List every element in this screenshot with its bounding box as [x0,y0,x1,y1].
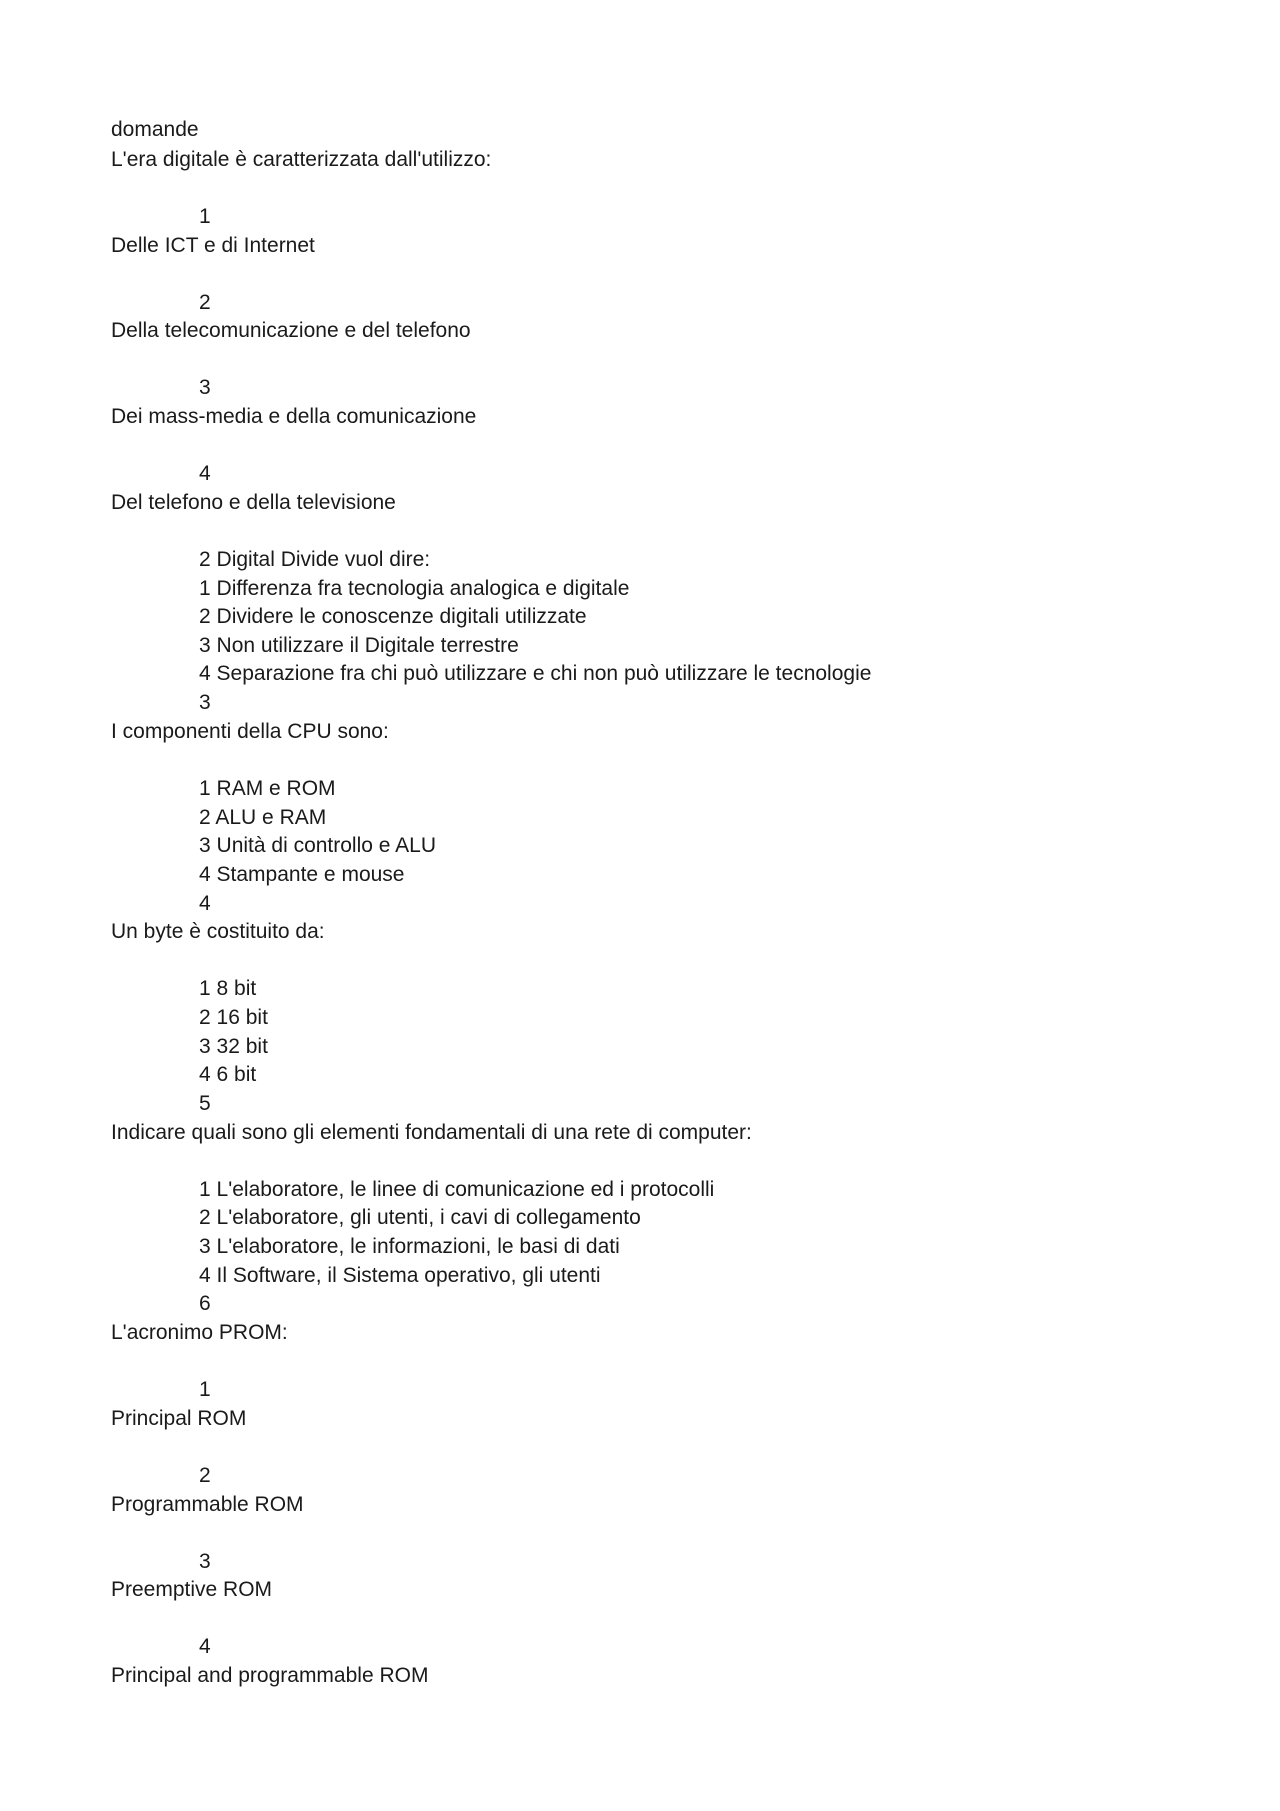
q6-option-2-number: 2 [199,1464,211,1487]
q3-option-1-text: RAM e ROM [216,777,336,800]
q2-option-1-text: Differenza fra tecnologia analogica e digitale [216,577,630,600]
q5-option-3-number: 3 [199,1235,211,1258]
q4-option-1 [199,976,256,1002]
document-header: domande [111,118,199,141]
q2-option-4-number: 4 [199,662,211,685]
question-4-text: Un byte è costituito da: [111,920,325,943]
q4-option-2-number: 2 [199,1006,211,1029]
q4-option-3 [199,1034,268,1060]
q3-option-2 [199,805,326,831]
q3-option-2-text: ALU e RAM [215,806,327,829]
question-3-number: 3 [199,691,211,714]
q1-option-2-number: 2 [199,291,211,314]
q3-option-1 [199,776,336,802]
q5-option-3 [199,1234,620,1260]
q4-option-4-number: 4 [199,1063,211,1086]
question-1-text: L'era digitale è caratterizzata dall'utilizzo: [111,148,492,171]
q5-option-1 [199,1177,714,1203]
q5-option-4-number: 4 [199,1264,211,1287]
q2-option-4 [199,661,871,687]
q5-option-3-text: L'elaboratore, le informazioni, le basi di dati [216,1235,620,1258]
q6-option-1-number: 1 [199,1378,211,1401]
question-2-text: Digital Divide vuol dire: [216,548,431,571]
question-5-text: Indicare quali sono gli elementi fondamentali di una rete di computer: [111,1121,752,1144]
question-6-text: L'acronimo PROM: [111,1321,288,1344]
q3-option-3 [199,833,436,859]
question-3-text: I componenti della CPU sono: [111,720,389,743]
q2-option-3-text: Non utilizzare il Digitale terrestre [216,634,519,657]
q3-option-2-number: 2 [199,806,211,829]
q4-option-3-text: 32 bit [216,1035,268,1058]
question-5-number: 5 [199,1092,211,1115]
q6-option-1-text: Principal ROM [111,1407,247,1430]
question-2-row [199,547,430,573]
q5-option-1-text: L'elaboratore, le linee di comunicazione ed i protocolli [216,1178,715,1201]
q3-option-4-number: 4 [199,863,211,886]
q3-option-4-text: Stampante e mouse [216,863,405,886]
q3-option-3-number: 3 [199,834,211,857]
q6-option-2-text: Programmable ROM [111,1493,304,1516]
q6-option-3-number: 3 [199,1550,211,1573]
q1-option-4-number: 4 [199,462,211,485]
q1-option-4-text: Del telefono e della televisione [111,491,396,514]
question-6-number: 6 [199,1292,211,1315]
q2-option-1-number: 1 [199,577,211,600]
q5-option-2 [199,1205,641,1231]
q4-option-2 [199,1005,268,1031]
q2-option-2 [199,604,587,630]
q4-option-4-text: 6 bit [216,1063,257,1086]
q5-option-4-text: Il Software, il Sistema operativo, gli utenti [216,1264,601,1287]
q5-option-2-number: 2 [199,1206,211,1229]
q4-option-1-number: 1 [199,977,211,1000]
q2-option-3-number: 3 [199,634,211,657]
q6-option-3-text: Preemptive ROM [111,1578,273,1601]
q1-option-1-text: Delle ICT e di Internet [111,234,315,257]
q6-option-4-number: 4 [199,1635,211,1658]
q4-option-2-text: 16 bit [216,1006,268,1029]
q3-option-4 [199,862,404,888]
q2-option-3 [199,633,519,659]
question-2-number: 2 [199,548,211,571]
q4-option-1-text: 8 bit [216,977,257,1000]
q1-option-3-text: Dei mass-media e della comunicazione [111,405,477,428]
q3-option-1-number: 1 [199,777,211,800]
q1-option-1-number: 1 [199,205,211,228]
q2-option-2-text: Dividere le conoscenze digitali utilizzate [216,605,587,628]
q1-option-3-number: 3 [199,376,211,399]
q2-option-2-number: 2 [199,605,211,628]
question-4-number: 4 [199,892,211,915]
q6-option-4-text: Principal and programmable ROM [111,1664,429,1687]
q5-option-1-number: 1 [199,1178,211,1201]
q2-option-1 [199,576,629,602]
q5-option-2-text: L'elaboratore, gli utenti, i cavi di collegamento [216,1206,641,1229]
q4-option-3-number: 3 [199,1035,211,1058]
q4-option-4 [199,1062,256,1088]
q1-option-2-text: Della telecomunicazione e del telefono [111,319,471,342]
q3-option-3-text: Unità di controllo e ALU [216,834,436,857]
q5-option-4 [199,1263,601,1289]
q2-option-4-text: Separazione fra chi può utilizzare e chi non può utilizzare le tecnologie [216,662,872,685]
